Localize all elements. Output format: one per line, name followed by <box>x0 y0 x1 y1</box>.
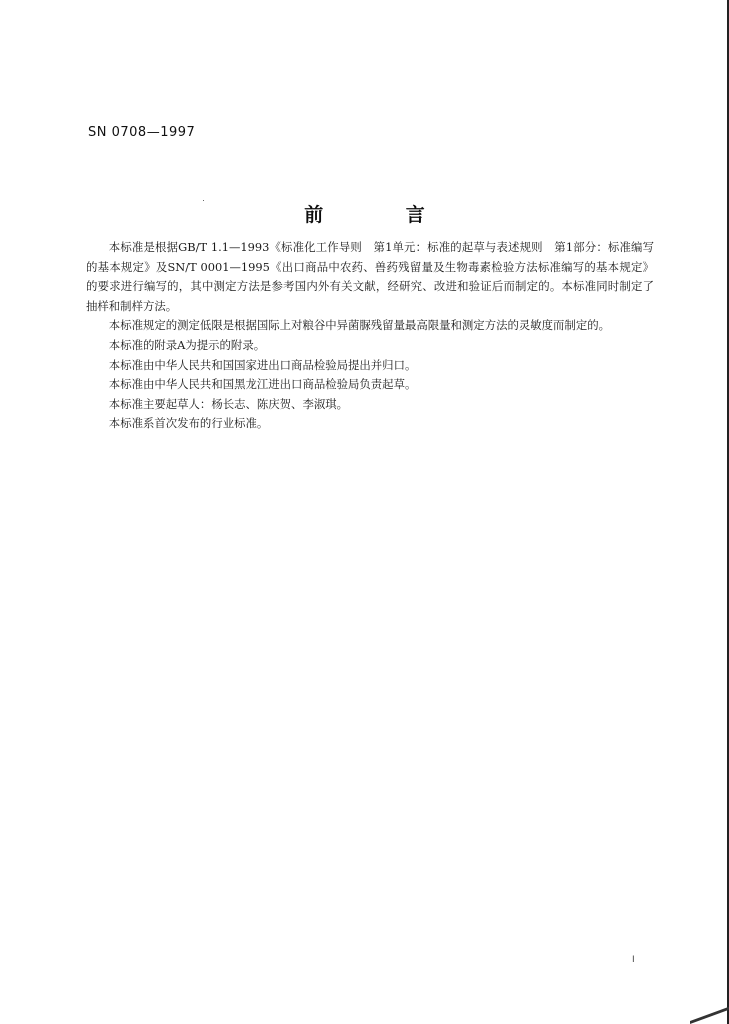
paragraph-drafter-org: 本标准由中华人民共和国黑龙江进出口商品检验局负责起草。 <box>108 377 417 392</box>
paragraph-drafters: 本标准主要起草人：杨长志、陈庆贺、李淑琪。 <box>108 396 349 411</box>
paragraph-detection-limit: 本标准规定的测定低限是根据国际上对粮谷中异菌脲残留量最高限量和测定方法的灵敏度而制定的。 <box>108 318 610 333</box>
scan-edge-bottom <box>690 1007 729 1024</box>
foreword-body <box>86 238 654 434</box>
standard-number: SN 0708—1997 <box>88 125 196 140</box>
paragraph-proposer: 本标准由中华人民共和国国家进出口商品检验局提出并归口。 <box>108 357 417 372</box>
page-number: I <box>632 955 635 965</box>
paragraph-basis: 本标准是根据GB/T 1.1—1993《标准化工作导则 第1单元：标准的起草与表述规则 第1部分：标准编写的基本规定》及SN/T 0001—1995《出口商品中农药、兽药残留量及生物毒素检验方法标准编写的基本规定》的要求进行编写的，其中测定方法是参考国内外有关文献，经研究、改进和验证后而制定的。本标准同时制定了抽样和制样方法。 <box>86 240 654 313</box>
page-title: 前 言 <box>304 204 463 226</box>
paragraph-appendix: 本标准的附录A为提示的附录。 <box>108 337 266 352</box>
paragraph-first-release: 本标准系首次发布的行业标准。 <box>108 416 269 431</box>
